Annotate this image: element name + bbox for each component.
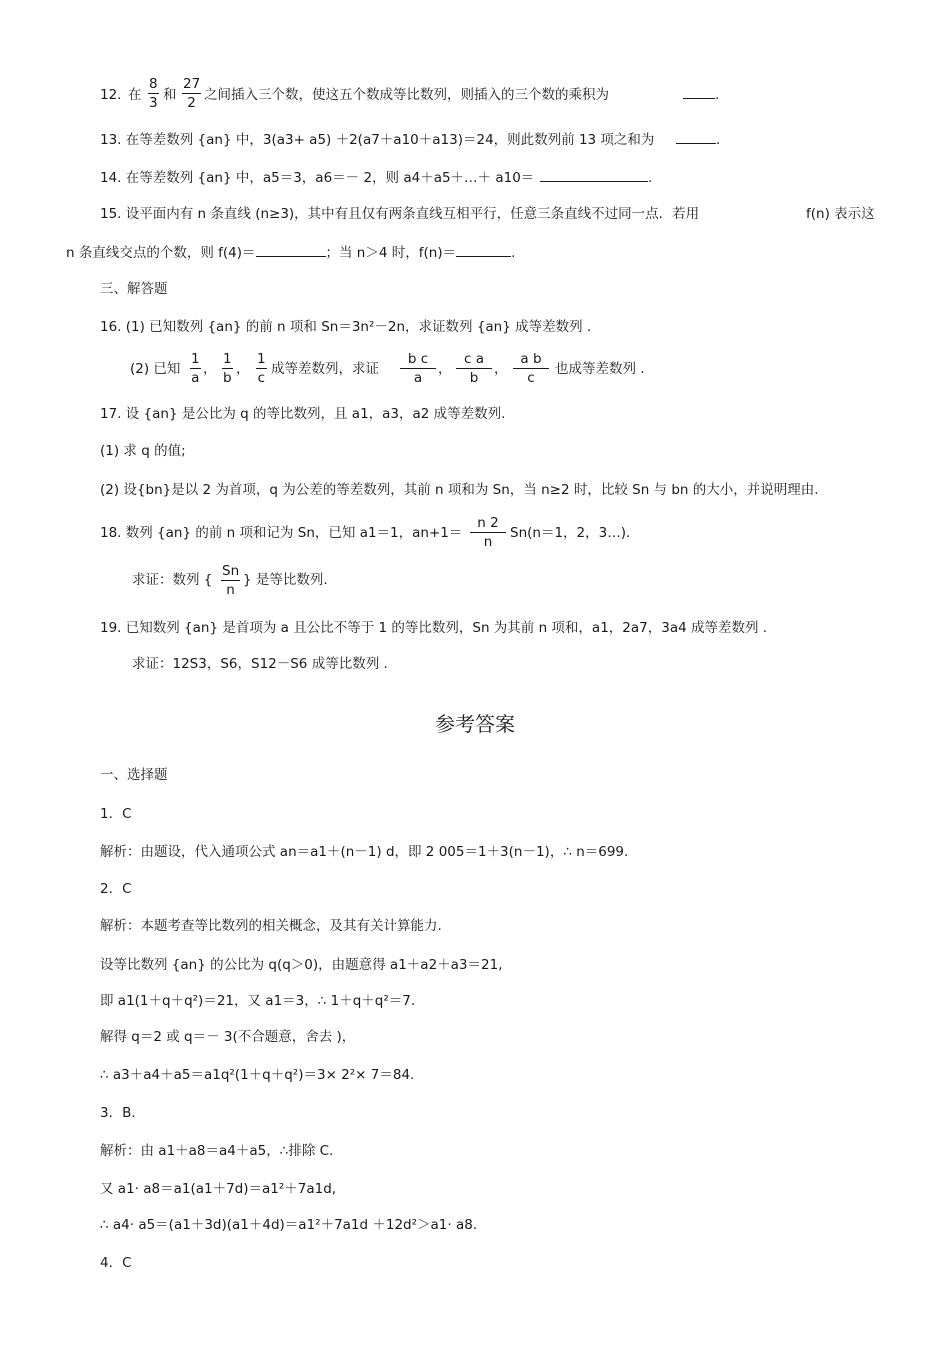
q13-text: 13. 在等差数列 {an} 中，3(a3+ a5) ＋2(a7＋a10＋a13)＝24，则此数列前 13 项之和为 — [100, 132, 655, 148]
q16-mid: 成等差数列，求证 — [271, 361, 379, 377]
q12-answer-blank — [683, 86, 719, 104]
q16-post: 也成等差数列 . — [555, 361, 645, 377]
q12-fraction-2 — [182, 75, 201, 112]
q16-g3-num: a b — [513, 350, 549, 369]
q16-frac-2b — [456, 350, 492, 387]
q18-f-den: n — [483, 534, 493, 550]
answer-2-exp-1: 解析：本题考查等比数列的相关概念，及其有关计算能力. — [100, 918, 442, 934]
q12-pre: 在 — [128, 87, 142, 103]
section-3-heading: 三、解答题 — [100, 281, 168, 297]
q16-f3-num: 1 — [257, 351, 266, 367]
answer-2-exp-4: 解得 q＝2 或 q＝－ 3(不合题意，舍去 )， — [100, 1029, 356, 1045]
q16-comma-2: ， — [236, 361, 250, 377]
q12-end: . — [715, 87, 720, 103]
q16-f1-num: 1 — [191, 351, 200, 367]
q17-part1: (1) 求 q 的值; — [100, 443, 186, 459]
answer-2-exp-3: 即 a1(1＋q＋q²)＝21，又 a1＝3，∴ 1＋q＋q²＝7. — [100, 993, 416, 1009]
answer-3: 3．B. — [100, 1105, 136, 1121]
q18-proof-num: Sn — [222, 563, 240, 579]
answer-3-exp-2: 又 a1· a8＝a1(a1＋7d)＝a1²＋7a1d, — [100, 1181, 337, 1197]
q16-g1-num: b c — [400, 350, 436, 369]
q15-line2 — [66, 244, 515, 262]
q17-part2: (2) 设{bn}是以 2 为首项，q 为公差的等差数列，其前 n 项和为 Sn，当 n≥2 时，比较 Sn 与 bn 的大小，并说明理由. — [100, 482, 819, 498]
q16-g1-den: a — [413, 370, 423, 386]
q14-answer-blank — [540, 169, 652, 187]
q16-g3-den: c — [527, 370, 535, 386]
q13-end: . — [716, 132, 721, 148]
q17-text: 17. 设 {an} 是公比为 q 的等比数列，且 a1，a3，a2 成等差数列. — [100, 406, 506, 422]
q12-f1-num: 8 — [149, 76, 158, 92]
q16-comma-1: ， — [203, 361, 217, 377]
answer-1-explanation: 解析：由题设，代入通项公式 an＝a1＋(n－1) d，即 2 005＝1＋3(n－1)，∴ n＝699. — [100, 844, 629, 860]
answer-2: 2．C — [100, 881, 132, 897]
q12-fraction-1 — [148, 75, 159, 112]
q16-f3-den: c — [257, 370, 266, 386]
q18-pre: 18. 数列 {an} 的前 n 项和记为 Sn，已知 a1＝1，an+1＝ — [100, 525, 463, 541]
answer-4: 4．C — [100, 1255, 132, 1271]
q12-mid: 和 — [163, 87, 177, 103]
q16-part2-pre: (2) 已知 — [130, 361, 181, 377]
q18-proof-post: } 是等比数列. — [243, 572, 328, 588]
q16-frac-1c — [256, 350, 267, 387]
q16-frac-1b — [222, 350, 233, 387]
q12-post: 之间插入三个数，使这五个数成等比数列，则插入的三个数的乘积为 — [204, 87, 609, 103]
q16-g2-den: b — [469, 370, 479, 386]
answer-title: 参考答案 — [435, 712, 515, 736]
section-1-heading: 一、选择题 — [100, 767, 168, 783]
answer-3-exp-1: 解析：由 a1＋a8＝a4＋a5，∴排除 C. — [100, 1143, 334, 1159]
q15-line2-a: n 条直线交点的个数，则 f(4)＝ — [66, 245, 256, 261]
q15-line2-c: . — [511, 245, 516, 261]
q16-comma-4: ， — [494, 361, 508, 377]
q18-proof-pre: 求证：数列 { — [132, 572, 213, 588]
q18-fraction — [470, 514, 506, 551]
q15-line1-right: f(n) 表示这 — [806, 206, 875, 222]
q15-blank-1 — [256, 244, 326, 257]
q16-f1-den: a — [191, 370, 200, 386]
q16-part1: 16. (1) 已知数列 {an} 的前 n 项和 Sn＝3n²－2n，求证数列 {an} 成等差数列 . — [100, 319, 592, 335]
q13-answer-blank — [676, 131, 720, 149]
q14-end: . — [648, 170, 653, 186]
q15-blank-2 — [456, 244, 511, 257]
q16-frac-2c — [513, 350, 549, 387]
q19-text: 19. 已知数列 {an} 是首项为 a 且公比不等于 1 的等比数列，Sn 为其前 n 项和，a1，2a7，3a4 成等差数列 . — [100, 620, 768, 636]
q18-proof-fraction — [221, 562, 240, 599]
answer-2-exp-5: ∴ a3＋a4＋a5＝a1q²(1＋q＋q²)＝3× 2²× 7＝84. — [100, 1067, 415, 1083]
q12-f2-num: 27 — [183, 76, 201, 92]
q18-post: Sn(n＝1，2，3…)． — [510, 525, 640, 541]
q16-f2-den: b — [223, 370, 232, 386]
q12-f1-den: 3 — [149, 95, 158, 111]
answer-3-exp-3: ∴ a4· a5＝(a1＋3d)(a1＋4d)＝a1²＋7a1d ＋12d²＞a1· a8. — [100, 1217, 478, 1233]
q16-frac-1a — [190, 350, 201, 387]
q16-comma-3: ， — [438, 361, 452, 377]
q15-line1: 15. 设平面内有 n 条直线 (n≥3)，其中有且仅有两条直线互相平行，任意三条直线不过同一点．若用 — [100, 206, 700, 222]
answer-2-exp-2: 设等比数列 {an} 的公比为 q(q＞0)，由题意得 a1＋a2＋a3＝21, — [100, 957, 503, 973]
q12-f2-den: 2 — [187, 95, 196, 111]
q18-proof-den: n — [226, 582, 235, 598]
q16-frac-2a — [400, 350, 436, 387]
q16-f2-num: 1 — [223, 351, 232, 367]
q19-proof: 求证：12S3，S6，S12－S6 成等比数列 . — [132, 656, 388, 672]
q16-g2-num: c a — [456, 350, 492, 369]
q15-line2-b: ；当 n＞4 时，f(n)＝ — [325, 245, 457, 261]
q18-f-num: n 2 — [470, 514, 506, 533]
answer-1: 1．C — [100, 806, 132, 822]
q14-text: 14. 在等差数列 {an} 中，a5＝3，a6＝－ 2，则 a4＋a5＋…＋ a10＝ — [100, 170, 535, 186]
q12-number: 12. — [100, 87, 122, 103]
